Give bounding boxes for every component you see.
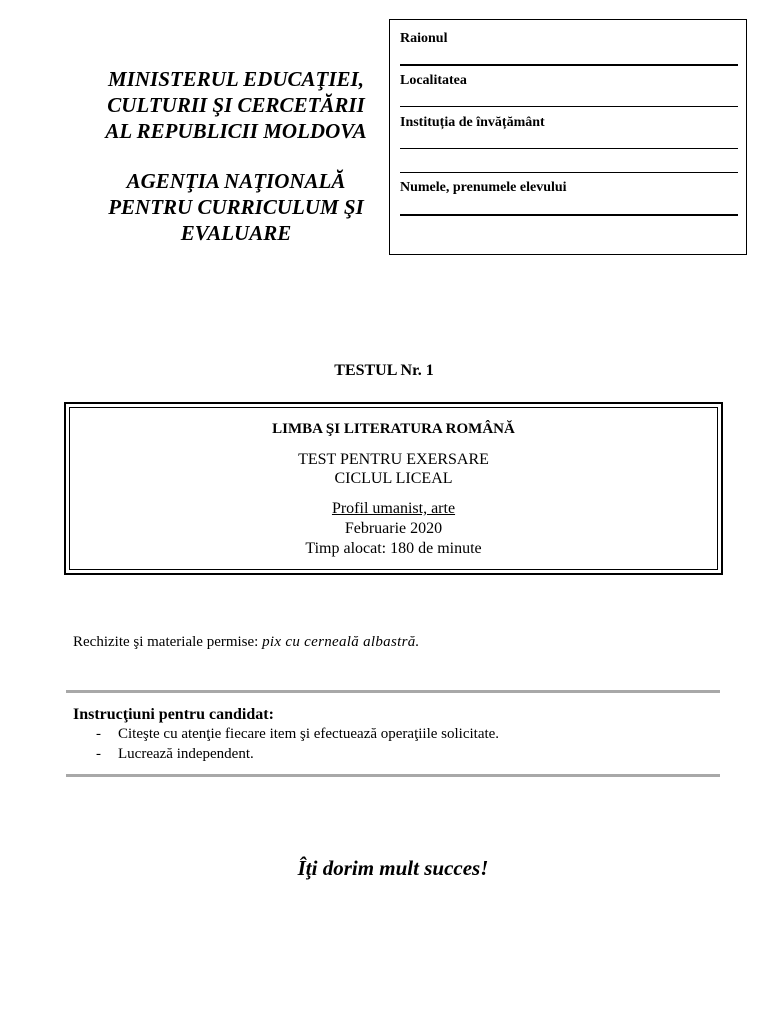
student-info-box <box>389 19 747 255</box>
student-name-label: Numele, prenumele elevului <box>400 180 567 195</box>
student-name-field[interactable] <box>400 214 738 216</box>
permitted-materials <box>73 634 420 651</box>
test-profile-text: Profil umanist, arte <box>331 500 456 517</box>
instructions-bottom-divider <box>66 774 720 777</box>
agency-name <box>62 168 410 246</box>
instruction-item <box>96 746 254 763</box>
institution-field[interactable] <box>400 148 738 149</box>
ministry-name <box>62 66 410 144</box>
materials-value: pix cu cerneală albastră. <box>262 634 420 650</box>
agency-line-1: AGENŢIA NAŢIONALĂ <box>126 169 346 193</box>
test-time: Timp alocat: 180 de minute <box>305 540 482 557</box>
test-number: TESTUL Nr. 1 <box>334 362 434 379</box>
ministry-line-2: CULTURII ŞI CERCETĂRII <box>107 93 365 117</box>
ministry-line-1: MINISTERUL EDUCAŢIEI, <box>108 67 364 91</box>
list-dash: - <box>96 746 101 762</box>
test-cycle: CICLUL LICEAL <box>334 470 453 487</box>
ministry-line-3: AL REPUBLICII MOLDOVA <box>105 119 367 143</box>
instruction-item-text: Lucrează independent. <box>118 746 254 762</box>
subject-box <box>64 402 723 575</box>
locality-label: Localitatea <box>400 73 467 88</box>
test-date: Februarie 2020 <box>344 520 443 537</box>
materials-label: Rechizite şi materiale permise: <box>73 634 263 650</box>
locality-field[interactable] <box>400 106 738 107</box>
subject-title: LIMBA ŞI LITERATURA ROMÂNĂ <box>272 421 515 437</box>
instructions-top-divider <box>66 690 720 693</box>
instruction-item <box>96 726 499 743</box>
district-label: Raionul <box>400 31 448 46</box>
test-type: TEST PENTRU EXERSARE <box>298 451 489 468</box>
institution-label: Instituția de învățământ <box>400 115 545 130</box>
institution-field-2[interactable] <box>400 172 738 173</box>
subject-box-inner <box>69 407 718 570</box>
closing-wish: Îţi dorim mult succes! <box>297 856 489 880</box>
agency-line-2: PENTRU CURRICULUM ŞI <box>108 195 364 219</box>
test-profile <box>70 500 717 518</box>
list-dash: - <box>96 726 101 742</box>
instruction-item-text: Citeşte cu atenţie fiecare item şi efectuează operaţiile solicitate. <box>118 726 500 742</box>
agency-line-3: EVALUARE <box>180 221 292 245</box>
district-field[interactable] <box>400 64 738 66</box>
instructions-title: Instrucţiuni pentru candidat: <box>73 706 274 723</box>
